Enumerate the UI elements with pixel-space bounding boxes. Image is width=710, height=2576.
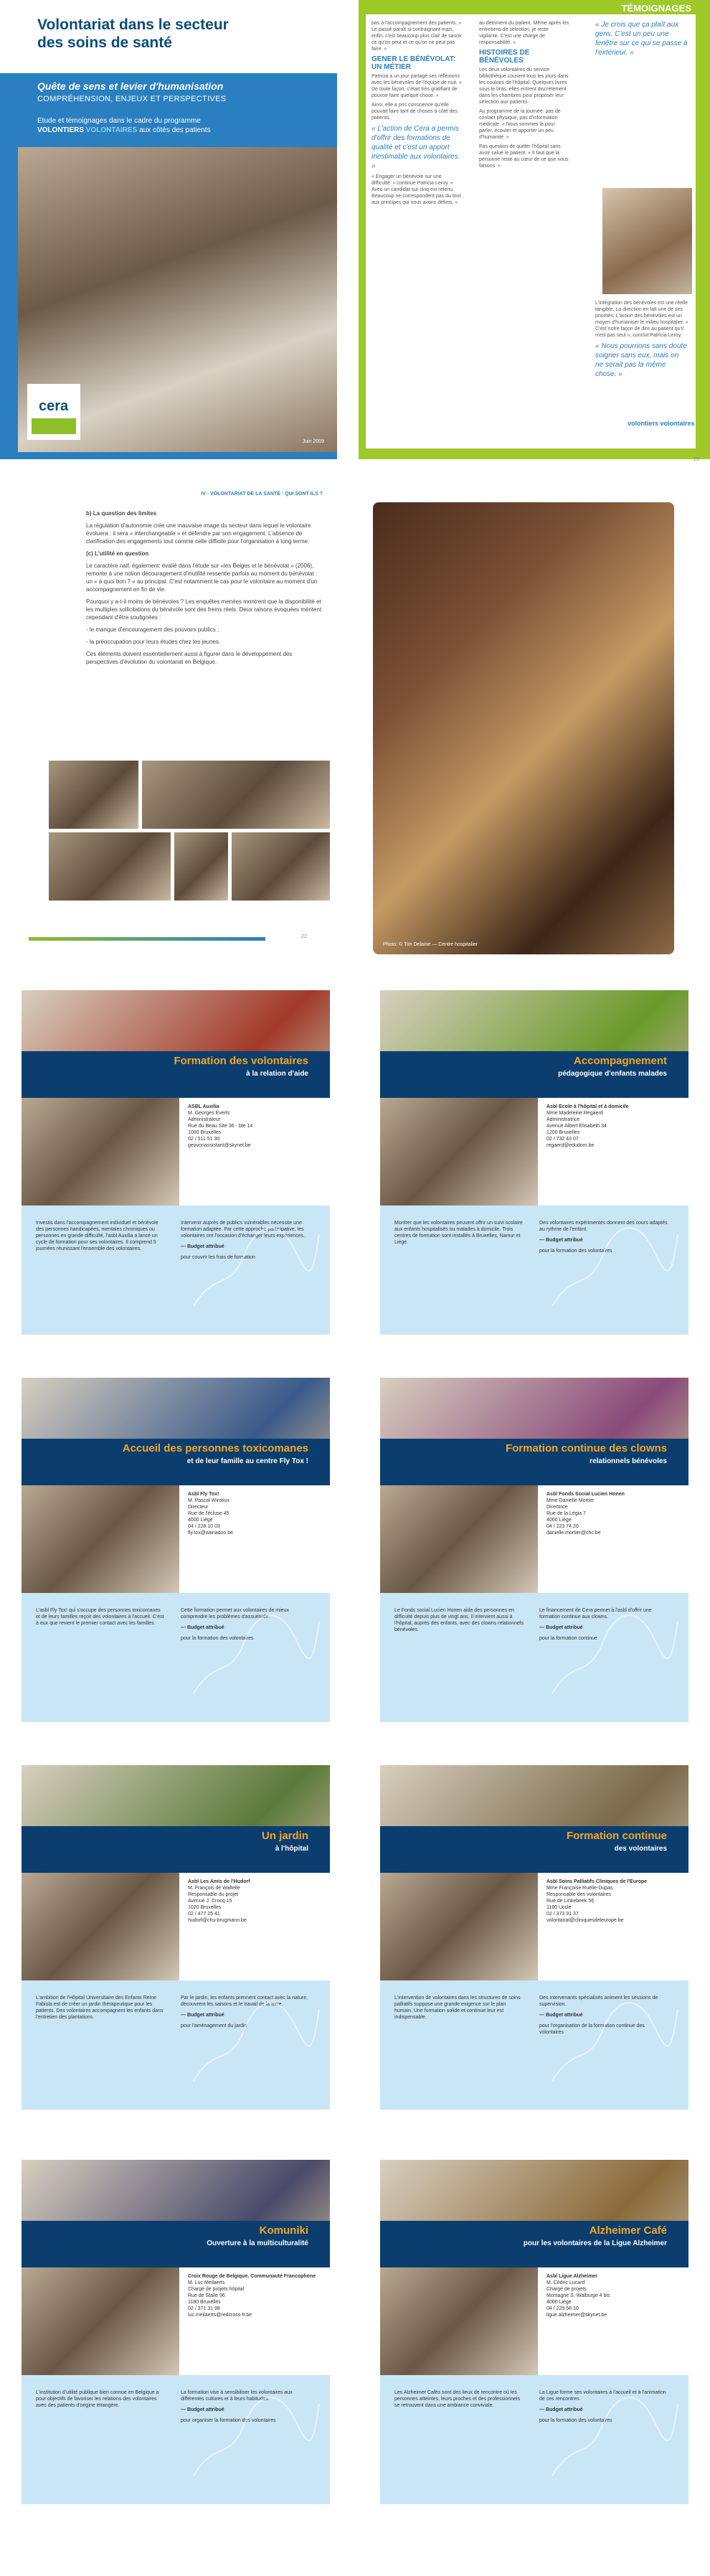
card-paragraph: Le Fonds social Lucien Honen aide des personnes en difficulté depuis plus de vingt ans. Il intervient aussi à l'hôpital, auprès des enfants, avec des clowns relationnels bénévoles. xyxy=(394,1608,524,1632)
volontiers-logo: volontiers volontaires xyxy=(628,420,695,427)
subheading: HISTOIRES DE BÉNÉVOLES xyxy=(479,49,530,65)
cover-page xyxy=(0,0,337,459)
card-text-1 xyxy=(394,2389,524,2413)
card-paragraph: L'institution d'utilité publique bien connue en Belgique a pour objectifs de favoriser les relations des volontaires avec des patients d'origine étrangère. xyxy=(36,2390,159,2408)
card-text-1 xyxy=(36,2389,165,2413)
org-name: Croix Rouge de Belgique, Communauté Francophone xyxy=(188,2274,316,2279)
contact-line: M. Georges Everts xyxy=(188,1111,230,1116)
contact-line: Responsable du projet xyxy=(188,1892,239,1897)
cera-logo: cera xyxy=(27,384,80,440)
contact-line: 04 / 229 58 10 xyxy=(546,2306,579,2311)
gradient-bar xyxy=(29,937,265,941)
contact-line: 4000 Liège xyxy=(546,1518,572,1523)
card-subtitle: des volontaires xyxy=(614,1845,667,1853)
budget-detail: pour l'organisation de la formation continue des volontaires xyxy=(539,2023,645,2035)
card-text-1 xyxy=(36,1607,165,1631)
decorative-line-art xyxy=(186,1205,323,1313)
project-card xyxy=(22,1378,330,1722)
contact-line: 04 / 223 74 20 xyxy=(546,1524,579,1529)
card-text-1 xyxy=(36,1995,165,2025)
contact-line: Responsable des volontaires xyxy=(546,1892,611,1897)
card-title: Un jardin xyxy=(261,1830,308,1842)
project-card xyxy=(380,990,688,1335)
full-page-photo xyxy=(373,502,674,954)
card-title: Formation des volontaires xyxy=(174,1055,308,1067)
card-photo xyxy=(22,1098,179,1205)
photo xyxy=(49,761,138,829)
contact-line: volontariat@cliniquesdeleurope.be xyxy=(546,1918,624,1923)
decorative-line-art xyxy=(186,2375,323,2483)
card-title: Formation continue des clowns xyxy=(505,1442,667,1454)
contact-line: Administrateur xyxy=(188,1117,221,1122)
card-title: Accompagnement xyxy=(573,1055,667,1067)
contact-line: M. François de Waltelle xyxy=(188,1886,240,1891)
contact-line: 1020 Bruxelles xyxy=(188,1905,222,1910)
budget-detail: pour organiser la formation des volontaires xyxy=(181,2418,276,2423)
contact-line: 4000 Liège xyxy=(188,1518,213,1523)
decorative-line-art xyxy=(545,2375,681,2483)
pull-quote: « Nous pourrions sans doute soigner sans eux, mais on ne serait pas la même chose. » xyxy=(595,342,687,378)
subheading: GENER LE BÉNÉVOLAT: UN MÉTIER xyxy=(371,55,456,71)
card-title: Alzheimer Café xyxy=(589,2224,667,2237)
card-photo xyxy=(380,1873,538,1980)
contact-line: Mme Madeleine Regaerd xyxy=(546,1111,603,1116)
card-photo xyxy=(22,2267,179,2375)
page-number: 22 xyxy=(301,934,307,939)
contact-line: M. Luc Meilaerts xyxy=(188,2280,225,2285)
column-3 xyxy=(595,20,688,60)
budget-label: — Budget attribué xyxy=(181,2407,224,2412)
contact-line: 1180 Bruxelles xyxy=(188,2300,221,2305)
contact-line: 02 / 373 91 37 xyxy=(546,1912,579,1917)
budget-label: — Budget attribué xyxy=(181,1625,224,1630)
card-paragraph: Des volontaires expérimentés donnent des cours adaptés au rythme de l'enfant. xyxy=(539,1221,668,1232)
contact-line: Directrice xyxy=(546,1505,568,1510)
contact-line: M. Pascal Wirotius xyxy=(188,1498,229,1503)
card-photo xyxy=(22,1485,179,1593)
decorative-line-art xyxy=(186,1593,323,1701)
card-photo xyxy=(380,2267,538,2375)
budget-label: — Budget attribué xyxy=(539,1625,583,1630)
card-subtitle: et de leur famille au centre Fly Tox ! xyxy=(186,1457,308,1465)
contact-line: Mme Danielle Mortier xyxy=(546,1498,595,1503)
contact-line: M. Cédric Lucard xyxy=(546,2280,585,2285)
temoignages-page xyxy=(359,0,710,462)
card-text-1 xyxy=(394,1220,524,1250)
contact-line: Rue du Beau Site 36 - bte 14 xyxy=(188,1124,253,1129)
card-contact xyxy=(546,1879,679,1924)
contact-line: Chargé de projets xyxy=(546,2287,587,2292)
contact-line: Avenue J. Crocq 15 xyxy=(188,1899,232,1904)
contact-line: Directeur xyxy=(188,1505,209,1510)
card-subtitle: à la relation d'aide xyxy=(246,1070,308,1078)
project-card xyxy=(380,1765,688,2110)
photo xyxy=(174,832,228,901)
contact-line: geovonassistant@skynet.be xyxy=(188,1143,251,1148)
org-name: Asbl Ligue Alzheimer xyxy=(546,2274,597,2279)
project-card xyxy=(380,2160,688,2504)
org-name: Asbl Les Amis de l'Hudorf xyxy=(188,1879,250,1884)
card-paragraph: L'asbl Fly Tox! qui s'occupe des personnes toxicomanes et de leurs familles reçoit des volontaires à l'accueil. C'est à eux que revient le premier contact avec les familles. xyxy=(36,1608,164,1626)
budget-detail: pour couvrir les frais de formation xyxy=(181,1255,255,1260)
study-text: b) La question des limites La régulation d'autonomie crée une mauvaise image du secteur dans lequel le volontaire évoluera : il sera « interchangeable » et défendre par son engagement. L'absence de clarification des engagements tout comme celle difficile pour l'organisation à long terme. (c) L'utilité en question Le caractère naif, également: évalié dans l'étude sur «les Belges et le bénévolat » (2006), remonte à une notion découragement d'inutilité ressentie parfois au moment du bénévolat : un « à quoi bon ? » au principal. C'est notamment le cas pour le volontaire au moment d'un accompagnement en fin de vie. Pourquoi y a-t-il moins de bénévoles ? Les enquêtes menées montrent que la disponibilité et les multiples sollicitations du bénévole sont des freins réels. Deux raisons évoquées méritent cependant d'être soulignées : - le manque d'encouragement des pouvoirs publics ; - la préoccupation pour leurs études chez les jeunes. Ces éléments doivent essentiellement aussi à figurer dans le développement des perspectives d'évolution du volontariat en Belgique. xyxy=(86,510,322,665)
contact-line: 1200 Bruxelles xyxy=(546,1130,580,1135)
budget-label: — Budget attribué xyxy=(539,2407,583,2412)
section-header: TÉMOIGNAGES xyxy=(621,3,691,14)
decorative-line-art xyxy=(545,1593,681,1701)
card-paragraph: Par le jardin, les enfants prennent contact avec la nature, découvrent les saisons et le travail de la terre. xyxy=(181,1996,308,2007)
budget-detail: pour la formation continue xyxy=(539,1636,597,1641)
photo xyxy=(142,761,330,829)
project-card xyxy=(22,2160,330,2504)
contact-line: Chargé de projets hôpital xyxy=(188,2287,245,2292)
column-2: au détriment du patient. Même après les entretiens de sélection, je reste vigilante. C'est une charge de responsabilité. » HISTOIRES DE BÉNÉVOLES Les deux volontaires du service bibliothèque cousent tous les jours dans les couloirs de l'hôpital. Quelques livres sous le bras, elles entrent discrètement dans les chambres pour proposer leur sélection aux patients. Au programme de la journée: pas de contact physique, pas d'information médicale. « Nous sommes là pour parler, écouter et apporter un peu d'humanité. » Pas question de quitter l'hôpital sans avoir salué le patient. « Il faut que la personne reste au cœur de ce que nous faisons. » xyxy=(479,21,569,169)
contact-line: Rue de la Légia 7 xyxy=(546,1511,586,1516)
contact-line: 4000 Liège xyxy=(546,2300,572,2305)
contact-line: fly.tox@wanadoo.be xyxy=(188,1531,234,1536)
cover-intro: Etude et témoignages dans le cadre du programme VOLONTIERS VOLONTAIRES aux côtés des patients xyxy=(37,117,211,134)
cover-title: Volontariat dans le secteur des soins de santé xyxy=(37,17,229,51)
card-contact xyxy=(188,1491,321,1536)
testimony-photo xyxy=(602,188,692,294)
contact-line: hudorf@chu-brugmann.be xyxy=(188,1918,247,1923)
card-paragraph: Intervenir auprès de publics vulnérables nécessite une formation adaptée. Par cette approche participative, les volontaires ont l'occasion d'échanger leurs expériences. xyxy=(181,1221,306,1238)
card-contact xyxy=(188,1104,321,1149)
contact-line: Administratrice xyxy=(546,1117,580,1122)
budget-detail: pour la formation des volontaires xyxy=(181,1636,254,1641)
budget-label: — Budget attribué xyxy=(539,2013,583,2018)
card-title: Formation continue xyxy=(567,1830,667,1842)
running-header: IV - VOLONTARIAT DE LA SANTÉ : QUI SONT-ILS ? xyxy=(201,492,323,497)
column-1: pas à l'accompagnement des patients. » Le passé paraît si contraignant mais, enfin, c'est beaucoup plus clair de savoir ce qu'on peut et ce qu'on ne peut pas faire. » GENER LE BÉNÉVOLAT: UN MÉTIER Patricia a un jour partagé ses réflexions avec les bénévoles de l'équipe de nuit. « De toute façon, c'était très gratifiant de pouvoir faire quelque chose. » Ainsi, elle a pris conscience qu'elle pouvait faire tant de choses à côté des patients. « L'action de Cera a permis d'offrir des formations de qualité et c'est un apport inestimable aux volontaires. » « Engager un bénévole sur une difficulté. » continue Patricia Leroy. « Avec un candidat sur cinq est retenu. Beaucoup ne correspondent pas du tout aux principes qui nous avons définis. » xyxy=(371,21,462,205)
card-subtitle: pédagogique d'enfants malades xyxy=(558,1070,667,1078)
study-page xyxy=(0,474,337,962)
pull-quote: « L'action de Cera a permis d'offrir des formations de qualité et c'est un apport inestimable aux volontaires. » xyxy=(371,125,460,170)
contact-line: 02 / 511 51 30 xyxy=(188,1137,220,1142)
card-contact xyxy=(188,1879,321,1924)
card-paragraph: La formation vise à sensibiliser les volontaires aux différentes cultures et à leurs habitudes. xyxy=(181,2390,293,2402)
photo-caption: Photo: © Tim Delaine — Centre hospitalier xyxy=(383,942,478,947)
card-paragraph: La Ligue forme ses volontaires à l'accueil et à l'animation de ces rencontres. xyxy=(539,2390,666,2402)
budget-label: — Budget attribué xyxy=(539,1238,583,1243)
card-paragraph: Montrer que les volontaires peuvent offrir un suivi scolaire aux enfants hospitalisés ou malades à domicile. Trois centres de formation sont installés à Bruxelles, Namur et Liège. xyxy=(394,1221,523,1245)
project-card xyxy=(22,990,330,1335)
contact-line: 1180 Uccle xyxy=(546,1905,572,1910)
budget-label: — Budget attribué xyxy=(181,2013,224,2018)
contact-line: Mme Françoise Ruelle-Dupas xyxy=(546,1886,613,1891)
org-name: Asbl Ecole à l'hôpital et à domicile xyxy=(546,1104,629,1109)
card-subtitle: à l'hôpital xyxy=(275,1845,308,1853)
card-subtitle: Ouverture à la multiculturalité xyxy=(207,2239,308,2247)
contact-line: Rue de Linkebeek 56 xyxy=(546,1899,595,1904)
card-subtitle: relationnels bénévoles xyxy=(590,1457,667,1465)
card-title: Komuniki xyxy=(259,2224,308,2237)
budget-detail: pour la formation des volontaires xyxy=(539,1249,612,1254)
card-paragraph: Cette formation permet aux volontaires de mieux comprendre les problèmes d'assuétude. xyxy=(181,1608,289,1620)
contact-line: 04 / 228 10 03 xyxy=(188,1524,220,1529)
card-text-1 xyxy=(394,1995,524,2025)
org-name: Asbl Fly Tox! xyxy=(188,1492,219,1497)
contact-line: Rue de l'écluse 45 xyxy=(188,1511,229,1516)
contact-line: 02 / 477 25 41 xyxy=(188,1912,220,1917)
org-name: Asbl Soins Palliatifs Cliniques de l'Europe xyxy=(546,1879,648,1884)
decorative-line-art xyxy=(545,1980,681,2088)
card-paragraph: L'intervention de volontaires dans les structures de soins palliatifs suppose une grande exigence sur le plan humain. Une formation solide et continue leur est indispensable. xyxy=(394,1996,521,2020)
card-contact xyxy=(546,1491,679,1536)
contact-line: danielle.mortier@chc.be xyxy=(546,1531,601,1536)
page-number: 23 xyxy=(694,457,699,462)
project-card xyxy=(380,1378,688,1722)
photo xyxy=(232,832,330,901)
budget-label: — Budget attribué xyxy=(181,1244,224,1249)
column-3-lower: L'intégration des bénévoles est une réelle tangible. La direction en fait une de ses priorités. L'action des bénévoles est un moyen d'humaniser le milieu hospitalier. « C'est notre façon de dire au patient qu'il n'est pas seul », conclut Patricia Leroy. « Nous pourrions sans doute soigner sans eux, mais on ne serait pas la même chose. » xyxy=(595,301,688,378)
card-contact xyxy=(188,2273,321,2318)
budget-detail: pour l'aménagement du jardin xyxy=(181,2023,247,2029)
contact-line: luc.meilaerts@redcross-fr.be xyxy=(188,2313,252,2318)
contact-line: Avenue Albert Elisabeth 34 xyxy=(546,1124,607,1129)
cover-subtitle: Quête de sens et levier d'humanisation xyxy=(37,80,224,92)
org-name: ASBL Auxilia xyxy=(188,1104,219,1109)
contact-line: 02 / 371 31 98 xyxy=(188,2306,220,2311)
card-text-1 xyxy=(36,1220,165,1256)
card-contact xyxy=(546,1104,679,1149)
budget-detail: pour la formation des volontaires xyxy=(539,2418,612,2423)
contact-line: ligue.alzheimer@skynet.be xyxy=(546,2313,607,2318)
card-photo xyxy=(22,1873,179,1980)
card-text-1 xyxy=(394,1607,524,1637)
photo-grid xyxy=(49,761,330,918)
contact-line: 1000 Bruxelles xyxy=(188,1130,222,1135)
card-paragraph: Investis dans l'accompagnement individuel et bénévole des personnes handicapées, mentales chroniques ou personnes en grande difficulté, l'asbl Auxilia a lancé un cycle de formation pour ses volontaires. Il comprend 5 journées réunissant l'ensemble des volontaires. xyxy=(36,1221,158,1251)
project-card xyxy=(22,1765,330,2110)
pull-quote: « Je crois que ça plaît aux gens. C'est un peu une fenêtre sur ce qui se passe à l'extérieur. » xyxy=(595,21,688,57)
decorative-line-art xyxy=(186,1980,323,2088)
card-paragraph: L'ambition de l'Hôpital Universitaire des Enfants Reine Fabiola est de créer un jardin thérapeutique pour les patients. Des volontaires accompagnent les enfants dans l'entretien des plantations. xyxy=(36,1996,164,2020)
cover-subtitle-caps: COMPRÉHENSION, ENJEUX ET PERSPECTIVES xyxy=(37,95,227,103)
card-contact xyxy=(546,2273,679,2318)
card-paragraph: Les Alzheimer Cafés sont des lieux de rencontre où les personnes atteintes, leurs proches et des professionnels se retrouvent dans une ambiance conviviale. xyxy=(394,2390,521,2408)
contact-line: Montagne S.-Walburge 4 bis xyxy=(546,2293,610,2298)
contact-line: regaerd@edudom.be xyxy=(546,1143,595,1148)
card-paragraph: Des intervenants spécialisés animent les sessions de supervision. xyxy=(539,1996,658,2007)
contact-line: Rue de Stalle 96 xyxy=(188,2293,225,2298)
card-photo xyxy=(380,1098,538,1205)
photo xyxy=(49,832,171,901)
card-title: Accueil des personnes toxicomanes xyxy=(122,1442,308,1454)
cover-date: Juin 2009 xyxy=(302,439,324,444)
card-photo xyxy=(380,1485,538,1593)
decorative-line-art xyxy=(545,1205,681,1313)
contact-line: 02 / 732 43 07 xyxy=(546,1137,579,1142)
org-name: Asbl Fonds Social Lucien Honen xyxy=(546,1492,625,1497)
testimony-body xyxy=(366,14,696,448)
card-paragraph: Le financement de Cera permet à l'asbl d'offrir une formation continue aux clowns. xyxy=(539,1608,652,1620)
card-subtitle: pour les volontaires de la Ligue Alzheimer xyxy=(523,2239,667,2247)
